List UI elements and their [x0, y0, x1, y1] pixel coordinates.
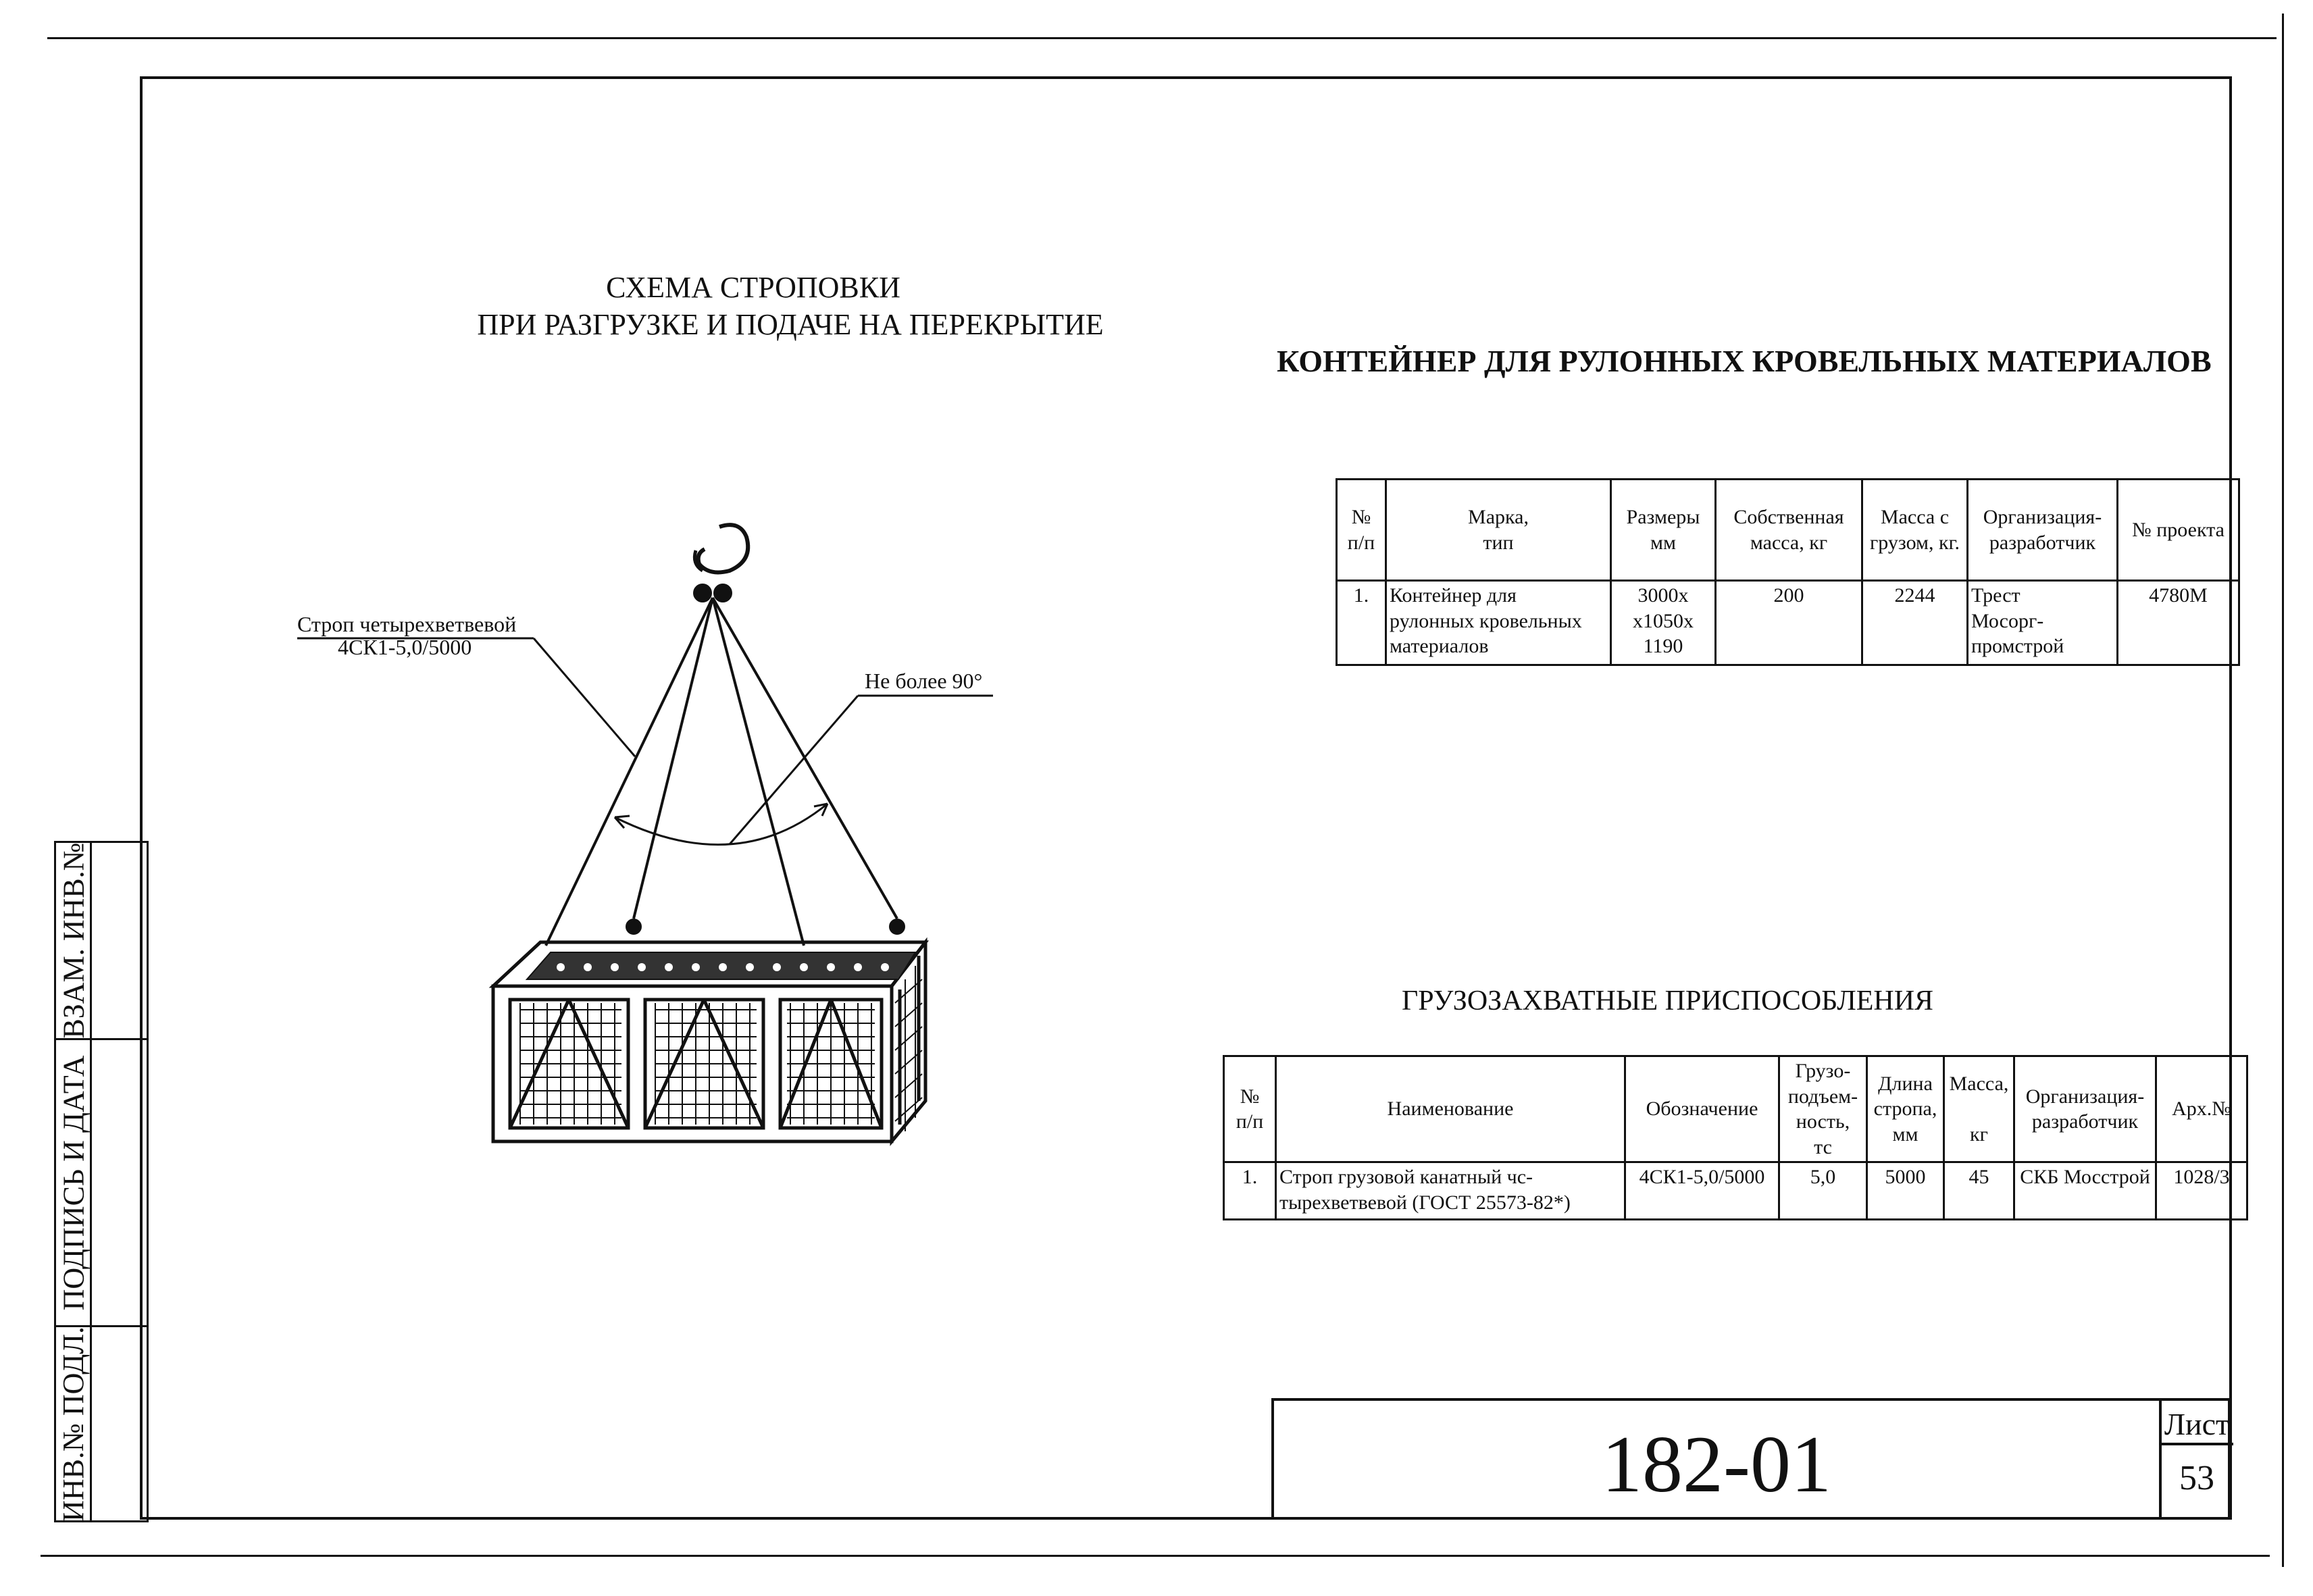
header-num: № п/п	[1224, 1056, 1276, 1162]
header-mark: Марка, тип	[1386, 480, 1611, 581]
devices-title: ГРУЗОЗАХВАТНЫЕ ПРИСПОСОБЛЕНИЯ	[1402, 985, 1934, 1016]
row-designation: 4СК1-5,0/5000	[1625, 1162, 1779, 1220]
row-size: 3000х х1050х 1190	[1611, 581, 1716, 665]
row-load-mass: 2244	[1862, 581, 1968, 665]
sheet-label: Лист	[2164, 1407, 2230, 1441]
table-row	[1337, 581, 2239, 665]
sling-label-line1: Строп четырехветвевой	[297, 612, 517, 636]
sheet-number: 53	[2179, 1459, 2214, 1497]
row-num: 1.	[1224, 1162, 1276, 1220]
row-project: 4780М	[2118, 581, 2239, 665]
header-org: Организация- разработчик	[2014, 1056, 2156, 1162]
header-org: Организация- разработчик	[1968, 480, 2118, 581]
row-name: Строп грузовой канатный чс- тырехветвевой (ГОСТ 25573-82*)	[1276, 1162, 1625, 1220]
row-own-mass: 200	[1716, 581, 1862, 665]
header-own-mass: Собственная масса, кг	[1716, 480, 1862, 581]
devices-table	[1223, 1055, 2248, 1220]
right-trim-line	[2282, 14, 2284, 1567]
row-length: 5000	[1867, 1162, 1944, 1220]
side-label-vzam: ВЗАМ. ИНВ.№	[57, 842, 91, 1039]
header-size: Размеры мм	[1611, 480, 1716, 581]
container-table	[1336, 478, 2240, 666]
header-arch: Арх.№	[2156, 1056, 2247, 1162]
row-capacity: 5,0	[1779, 1162, 1867, 1220]
drawing-code: 182-01	[1602, 1419, 1831, 1509]
header-load-mass: Масса с грузом, кг.	[1862, 480, 1968, 581]
table-row	[1224, 1162, 2247, 1220]
bottom-trim-line	[41, 1555, 2270, 1557]
side-box-podpis	[54, 1038, 149, 1327]
container-title: КОНТЕЙНЕР ДЛЯ РУЛОННЫХ КРОВЕЛЬНЫХ МАТЕРИАЛОВ	[1277, 344, 2212, 378]
side-label-inv-podl: ИНВ.№ ПОДЛ.	[57, 1326, 91, 1522]
row-mass: 45	[1944, 1162, 2014, 1220]
scheme-title-line1: СХЕМА СТРОПОВКИ	[606, 271, 900, 304]
row-arch: 1028/3	[2156, 1162, 2247, 1220]
side-label-podpis: ПОДПИСЬ И ДАТА	[57, 1055, 91, 1310]
header-project: № проекта	[2118, 480, 2239, 581]
side-box-inv-podl	[54, 1325, 149, 1522]
title-block	[1271, 1398, 2231, 1520]
label-leaders	[0, 0, 1013, 946]
row-mark: Контейнер для рулонных кровельных материалов	[1386, 581, 1611, 665]
sling-label-line2: 4СК1-5,0/5000	[338, 635, 472, 659]
row-org: СКБ Мосстрой	[2014, 1162, 2156, 1220]
header-designation: Обозначение	[1625, 1056, 1779, 1162]
row-org: Трест Мосорг- промстрой	[1968, 581, 2118, 665]
header-name: Наименование	[1276, 1056, 1625, 1162]
header-num: № п/п	[1337, 480, 1386, 581]
scheme-title-line2: ПРИ РАЗГРУЗКЕ И ПОДАЧЕ НА ПЕРЕКРЫТИЕ	[477, 308, 1104, 341]
header-length: Длина стропа, мм	[1867, 1056, 1944, 1162]
row-num: 1.	[1337, 581, 1386, 665]
header-capacity: Грузо- подъем- ность, тс	[1779, 1056, 1867, 1162]
header-mass: Масса, кг	[1944, 1056, 2014, 1162]
angle-label: Не более 90°	[865, 669, 983, 693]
